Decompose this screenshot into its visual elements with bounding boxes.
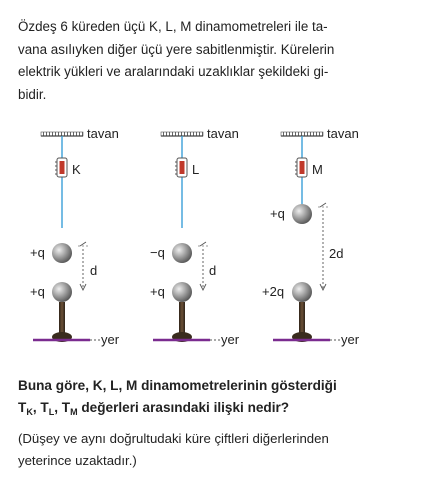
intro-line: Özdeş 6 küreden üçü K, L, M dinamometreleri ile ta- <box>18 19 328 34</box>
floor-label-k: yer <box>101 332 120 347</box>
dynamometer-m-icon <box>295 158 307 177</box>
distance-label-m: 2d <box>329 246 344 261</box>
dynamometer-figure <box>0 118 422 363</box>
upper-sphere-l <box>172 243 192 263</box>
insulating-stand-m <box>292 302 312 342</box>
ceiling-m <box>281 132 323 136</box>
subscript-k: K <box>26 407 33 417</box>
upper-sphere-m <box>292 204 312 224</box>
ceiling-l <box>161 132 203 136</box>
intro-line: bidir. <box>18 86 47 102</box>
intro-line: elektrik yükleri ve aralarındaki uzaklıklar şekildeki gi- <box>18 64 329 79</box>
subscript-m: M <box>70 407 78 417</box>
question-text <box>18 375 413 419</box>
lower-charge-k: +q <box>30 284 45 299</box>
floor-label-l: yer <box>221 332 240 347</box>
meter-label-k: K <box>72 162 81 177</box>
floor-label-m: yer <box>341 332 360 347</box>
upper-charge-l: −q <box>150 245 165 260</box>
intro-line: vana asılıyken diğer üçü yere sabitlenmiştir. Kürelerin <box>18 41 335 57</box>
distance-label-l: d <box>209 263 217 278</box>
upper-charge-k: +q <box>30 245 45 260</box>
meter-label-l: L <box>192 162 200 177</box>
lower-sphere-k <box>52 282 72 302</box>
ceiling-k <box>41 132 83 136</box>
question-line <box>18 397 413 419</box>
upper-sphere-k <box>52 243 72 263</box>
setup-k <box>30 126 120 347</box>
subscript-l: L <box>48 407 55 417</box>
insulating-stand-k <box>52 302 72 342</box>
lower-sphere-l <box>172 282 192 302</box>
separator: , <box>32 400 41 415</box>
setup-l <box>150 126 240 347</box>
intro-text <box>18 16 410 106</box>
distance-label-k: d <box>90 263 98 278</box>
question-line: Buna göre, K, L, M dinamometrelerinin gösterdiği <box>18 378 337 393</box>
lower-sphere-m <box>292 282 312 302</box>
ceiling-label-m: tavan <box>327 126 359 141</box>
tension-symbol: T <box>61 400 71 415</box>
lower-charge-m: +2q <box>262 284 285 299</box>
question-tail: değerleri arasındaki ilişki nedir? <box>77 400 290 415</box>
meter-label-m: M <box>312 162 323 177</box>
note-line: (Düşey ve aynı doğrultudaki küre çiftleri diğerlerinden <box>18 431 329 446</box>
tension-symbol: T <box>40 400 49 415</box>
dynamometer-l-icon <box>175 158 187 177</box>
tension-symbol: T <box>18 400 27 415</box>
note-text <box>18 428 413 471</box>
ceiling-label-k: tavan <box>87 126 119 141</box>
ceiling-label-l: tavan <box>207 126 239 141</box>
distance-marker-k <box>78 242 90 290</box>
note-line: yeterince uzaktadır.) <box>18 452 137 468</box>
insulating-stand-l <box>172 302 192 342</box>
dynamometer-k-icon <box>55 158 67 177</box>
setup-m <box>262 126 360 347</box>
upper-charge-m: +q <box>270 206 285 221</box>
lower-charge-l: +q <box>150 284 165 299</box>
separator: , <box>54 400 62 415</box>
